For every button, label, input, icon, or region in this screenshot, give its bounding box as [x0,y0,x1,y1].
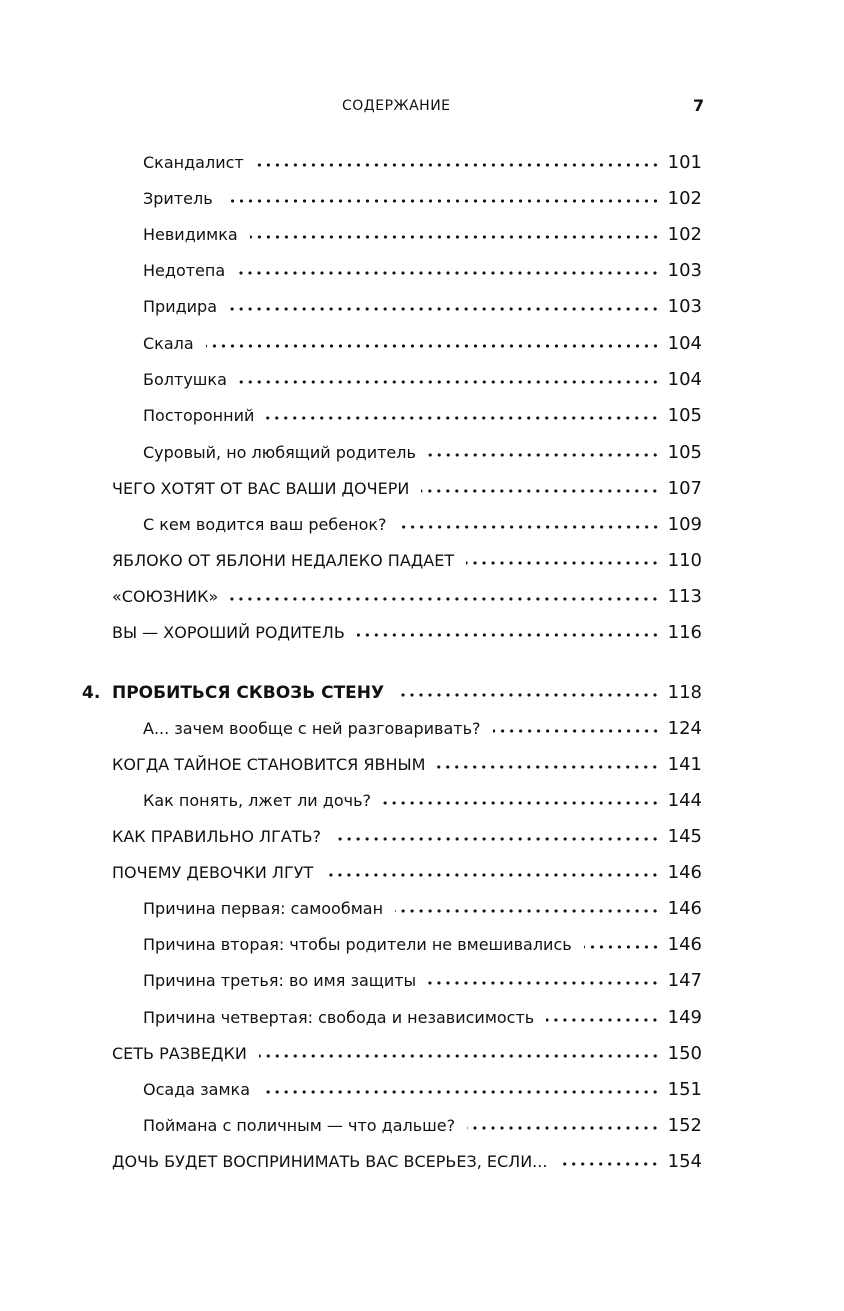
toc-entry-page: 152 [667,1115,702,1136]
toc-entry-page: 146 [667,862,702,883]
toc-entry-title: ПОЧЕМУ ДЕВОЧКИ ЛГУТ [112,863,314,882]
dot-leader [256,163,660,167]
toc-entry-page: 146 [667,934,702,955]
toc-entry-page: 104 [667,369,702,390]
toc-entry [143,895,702,923]
dot-leader [333,837,660,841]
toc-entry-title: Осада замка [143,1080,250,1099]
toc-entry-title: ПРОБИТЬСЯ СКВОЗЬ СТЕНУ [112,683,385,703]
toc-entry [143,439,702,467]
toc-entry-page: 141 [667,754,702,775]
toc-entry-title: Скала [143,334,194,353]
toc-entry-page: 102 [667,224,702,245]
dot-leader [546,1018,659,1022]
toc-entry [143,1004,702,1032]
toc-entry [143,257,702,285]
toc-entry-title: КОГДА ТАЙНОЕ СТАНОВИТСЯ ЯВНЫМ [112,755,426,774]
page-number: 7 [693,96,705,115]
toc-entry [143,366,702,394]
chapter-number: 4. [82,683,101,703]
dot-leader [229,307,660,311]
toc-entry-page: 101 [667,152,702,173]
toc-entry [112,823,702,851]
toc-entry-title: ЯБЛОКО ОТ ЯБЛОНИ НЕДАЛЕКО ПАДАЕТ [112,551,455,570]
toc-entry [112,547,702,575]
toc-entry-title: Посторонний [143,406,255,425]
toc-entry-page: 146 [667,898,702,919]
toc-entry-page: 150 [667,1043,702,1064]
dot-leader [493,729,660,733]
toc-entry-title: Поймана с поличным — что дальше? [143,1116,456,1135]
toc-entry [143,787,702,815]
toc-chapter-entry [82,679,702,707]
toc-entry [112,1148,702,1176]
toc-entry-title: Как понять, лжет ли дочь? [143,791,371,810]
toc-entry [112,1040,702,1068]
toc-entry-page: 118 [667,682,702,703]
toc-entry-page: 104 [667,333,702,354]
dot-leader [437,765,659,769]
dot-leader [230,597,659,601]
toc-entry [143,1076,702,1104]
toc-entry-page: 145 [667,826,702,847]
dot-leader [239,380,660,384]
toc-entry-title: Скандалист [143,153,244,172]
toc-entry-page: 149 [667,1007,702,1028]
toc-entry-title: ЧЕГО ХОТЯТ ОТ ВАС ВАШИ ДОЧЕРИ [112,479,410,498]
dot-leader [584,945,660,949]
dot-leader [262,1090,660,1094]
toc-entry-title: Суровый, но любящий родитель [143,443,416,462]
toc-entry-page: 151 [667,1079,702,1100]
dot-leader [396,693,660,697]
dot-leader [259,1054,660,1058]
dot-leader [467,1126,660,1130]
toc-entry-page: 105 [667,442,702,463]
toc-entry-page: 103 [667,296,702,317]
toc-entry [143,149,702,177]
toc-entry-title: «СОЮЗНИК» [112,587,219,606]
toc-entry-page: 147 [667,970,702,991]
toc-entry-title: Невидимка [143,225,238,244]
toc-entry-title: Причина четвертая: свобода и независимость [143,1008,535,1027]
toc-entry-page: 116 [667,622,702,643]
toc-entry [143,967,702,995]
toc-entry-title: Болтушка [143,370,227,389]
running-title: СОДЕРЖАНИЕ [342,98,451,114]
toc-entry [143,221,702,249]
toc-entry-page: 113 [667,586,702,607]
dot-leader [399,525,660,529]
toc-entry [112,751,702,779]
toc-entry [112,859,702,887]
dot-leader [383,801,660,805]
toc-entry-title: С кем водится ваш ребенок? [143,515,387,534]
toc-entry-title: Придира [143,297,218,316]
dot-leader [466,561,660,565]
toc-entry [143,402,702,430]
toc-entry-page: 110 [667,550,702,571]
toc-entry-title: КАК ПРАВИЛЬНО ЛГАТЬ? [112,827,322,846]
toc-entry-page: 103 [667,260,702,281]
toc-entry-page: 107 [667,478,702,499]
dot-leader [225,199,660,203]
dot-leader [325,873,659,877]
dot-leader [357,633,660,637]
toc-entry [143,715,702,743]
toc-entry-page: 109 [667,514,702,535]
dot-leader [559,1162,659,1166]
toc-entry [143,511,702,539]
dot-leader [428,453,660,457]
toc-entry [143,1112,702,1140]
toc-entry [112,619,702,647]
toc-entry-title: СЕТЬ РАЗВЕДКИ [112,1044,247,1063]
dot-leader [266,416,659,420]
toc-entry-title: Причина первая: самообман [143,899,384,918]
dot-leader [237,271,659,275]
toc-entry [143,931,702,959]
dot-leader [206,344,660,348]
dot-leader [395,909,660,913]
toc-entry [143,330,702,358]
toc-entry-title: ВЫ — ХОРОШИЙ РОДИТЕЛЬ [112,623,345,642]
toc-entry-page: 102 [667,188,702,209]
toc-entry-page: 124 [667,718,702,739]
toc-entry-title: Недотепа [143,261,226,280]
toc-entry-title: Причина вторая: чтобы родители не вмешивались [143,935,572,954]
toc-entry-title: А... зачем вообще с ней разговаривать? [143,719,481,738]
toc-entry-page: 154 [667,1151,702,1172]
toc-entry [143,185,702,213]
toc-entry [143,293,702,321]
toc-entry-title: Причина третья: во имя защиты [143,971,417,990]
toc-entry [112,475,702,503]
toc-entry-title: Зритель [143,189,213,208]
toc-entry-title: ДОЧЬ БУДЕТ ВОСПРИНИМАТЬ ВАС ВСЕРЬЕЗ, ЕСЛИ... [112,1152,548,1171]
dot-leader [250,235,660,239]
toc-entry-page: 144 [667,790,702,811]
dot-leader [428,981,659,985]
toc-entry-page: 105 [667,405,702,426]
dot-leader [421,489,659,493]
toc-entry [112,583,702,611]
